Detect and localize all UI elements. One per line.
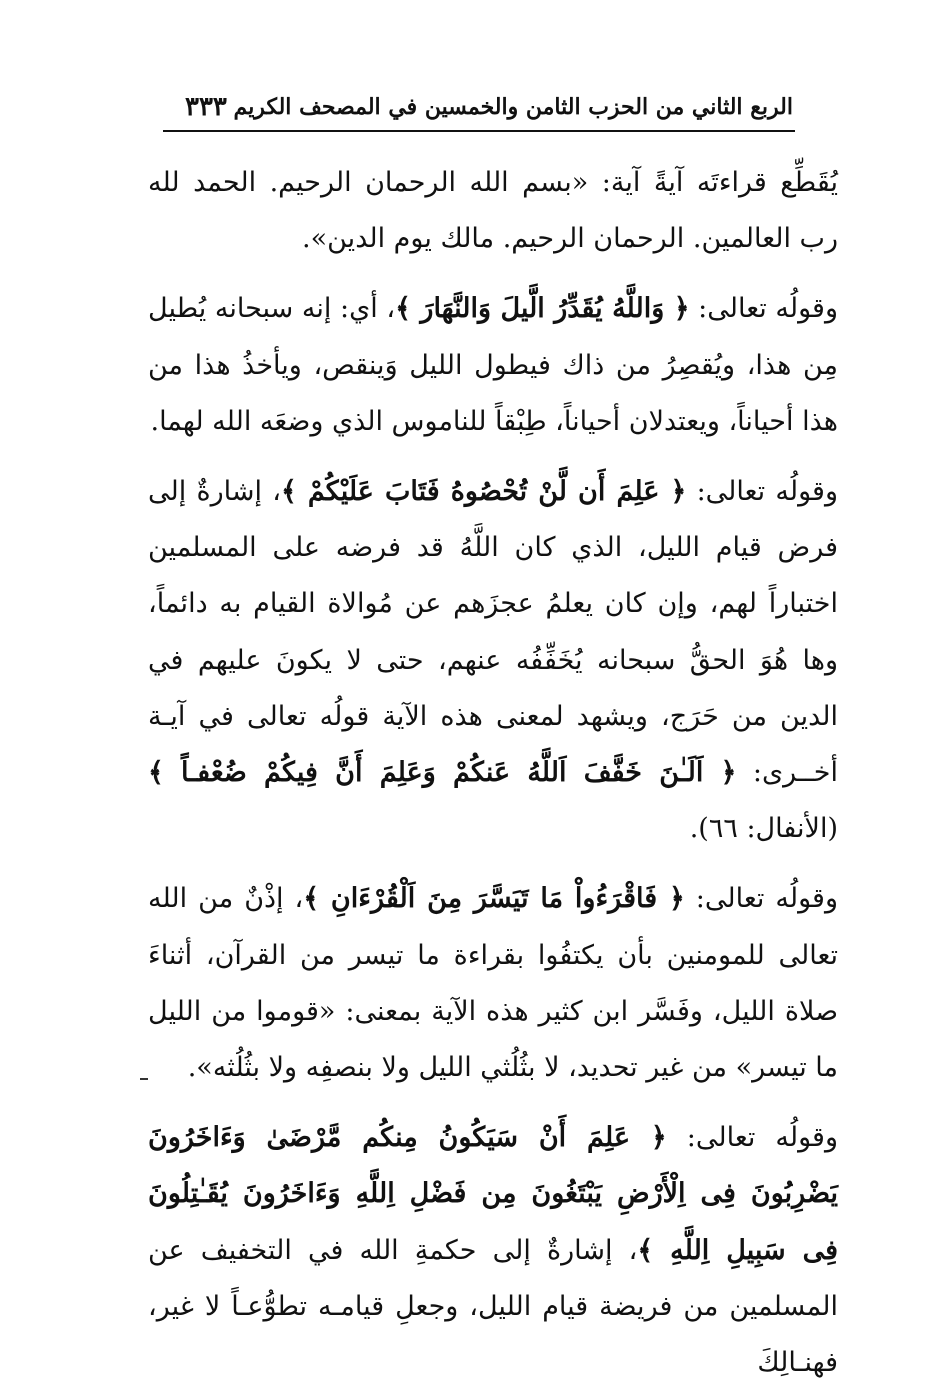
paragraph-2	[148, 281, 838, 450]
verse-citation: (الأنفال: ٦٦).	[689, 813, 838, 845]
paragraph-4	[148, 871, 838, 1096]
body-text	[148, 155, 838, 1391]
paragraph-1	[148, 155, 838, 267]
page-number: ٣٣٣	[185, 92, 227, 122]
quran-verse: ﴿ عَلِمَ أَنْ سَيَكُونُ مِنكُم مَّرْضَىٰ وَءَاخَرُونَ يَضْرِبُونَ فِى اِلْأَرْضِ يَبْتَغُونَ مِن فَضْلِ اِللَّهِ وَءَاخَرُونَ يُقَـٰتِلُونَ فِى سَبِيلِ اِللَّهِ ﴾	[148, 1122, 838, 1266]
quran-verse: ﴿ اَلَـٰنَ خَفَّفَ اَللَّهُ عَنكُمْ وَعَلِمَ أَنَّ فِيكُمْ ضُعْفـاً ﴾	[148, 757, 737, 789]
quran-verse: ﴿ عَلِمَ أَن لَّنْ تُحْصُوهُ فَتَابَ عَلَيْكُمْ ﴾	[280, 476, 687, 508]
paragraph-5	[148, 1110, 838, 1391]
text-segment: ، إذْنٌ من الله تعالى للمومنين بأن يكتفُوا بقراءة ما تيسر من القرآن، أثناءَ صلاة الليل، وفَسَّر ابن كثير هذه الآية بمعنى: «قوموا من الليل ما تيسر» من غير تحديد، لا بثُلُثي الليل ولا بنصفِه ولا بثُلُثه».	[148, 883, 838, 1084]
text-segment: يُقَطِّع قراءتَه آيةً آية: «بسم الله الرحمان الرحيم. الحمد لله رب العالمين. الرحمان الرحيم. مالك يوم الدين».	[148, 167, 838, 255]
text-segment: وقولُه تعالى:	[666, 1122, 838, 1154]
text-segment: ، أي: إنه سبحانه يُطيل مِن هذا، ويُقصِرُ من ذاك فيطول الليل وَينقص، ويأخذُ هذا من هذا أحياناً، ويعتدلان أحياناً، طِبْقاً للناموس الذي وضعَه الله لهما.	[148, 293, 838, 437]
text-segment: ، إشارةٌ إلى فرض قيام الليل، الذي كان اللَّهُ قد فرضه على المسلمين اختباراً لهم، وإن كان يعلمُ عجزَهم عن مُوالاة القيام به دائماً، وها هُوَ الحقُّ سبحانه يُخَفِّفُه عنهم، حتى لا يكونَ عليهم في الدين من حَرَج، ويشهد لمعنى هذه الآية قولُه تعالى في آيـة أخــرى:	[148, 476, 838, 789]
text-segment: ، إشارةٌ إلى حكمةِ الله في التخفيف عن المسلمين من فريضة قيام الليل، وجعلِ قيامـه تطوُّعـاً لا غير، فهنـالِكَ	[148, 1234, 838, 1379]
running-title: الربع الثاني من الحزب الثامن والخمسين في المصحف الكريم	[233, 94, 793, 120]
quran-verse: ﴿ وَاللَّهُ يُقَدِّرُ الَّيلَ وَالنَّهَارَ ﴾	[395, 293, 690, 325]
paragraph-3	[148, 464, 838, 857]
text-segment: وقولُه تعالى:	[684, 883, 838, 915]
header-rule	[163, 130, 795, 132]
page-header	[163, 92, 793, 128]
text-segment: وقولُه تعالى:	[689, 293, 838, 325]
quran-verse: ﴿ فَاقْرَءُواْ مَا تَيَسَّرَ مِنَ اَلْقُرْءَانِ ﴾	[303, 883, 685, 915]
text-segment: وقولُه تعالى:	[686, 476, 839, 508]
margin-mark	[140, 1078, 148, 1080]
